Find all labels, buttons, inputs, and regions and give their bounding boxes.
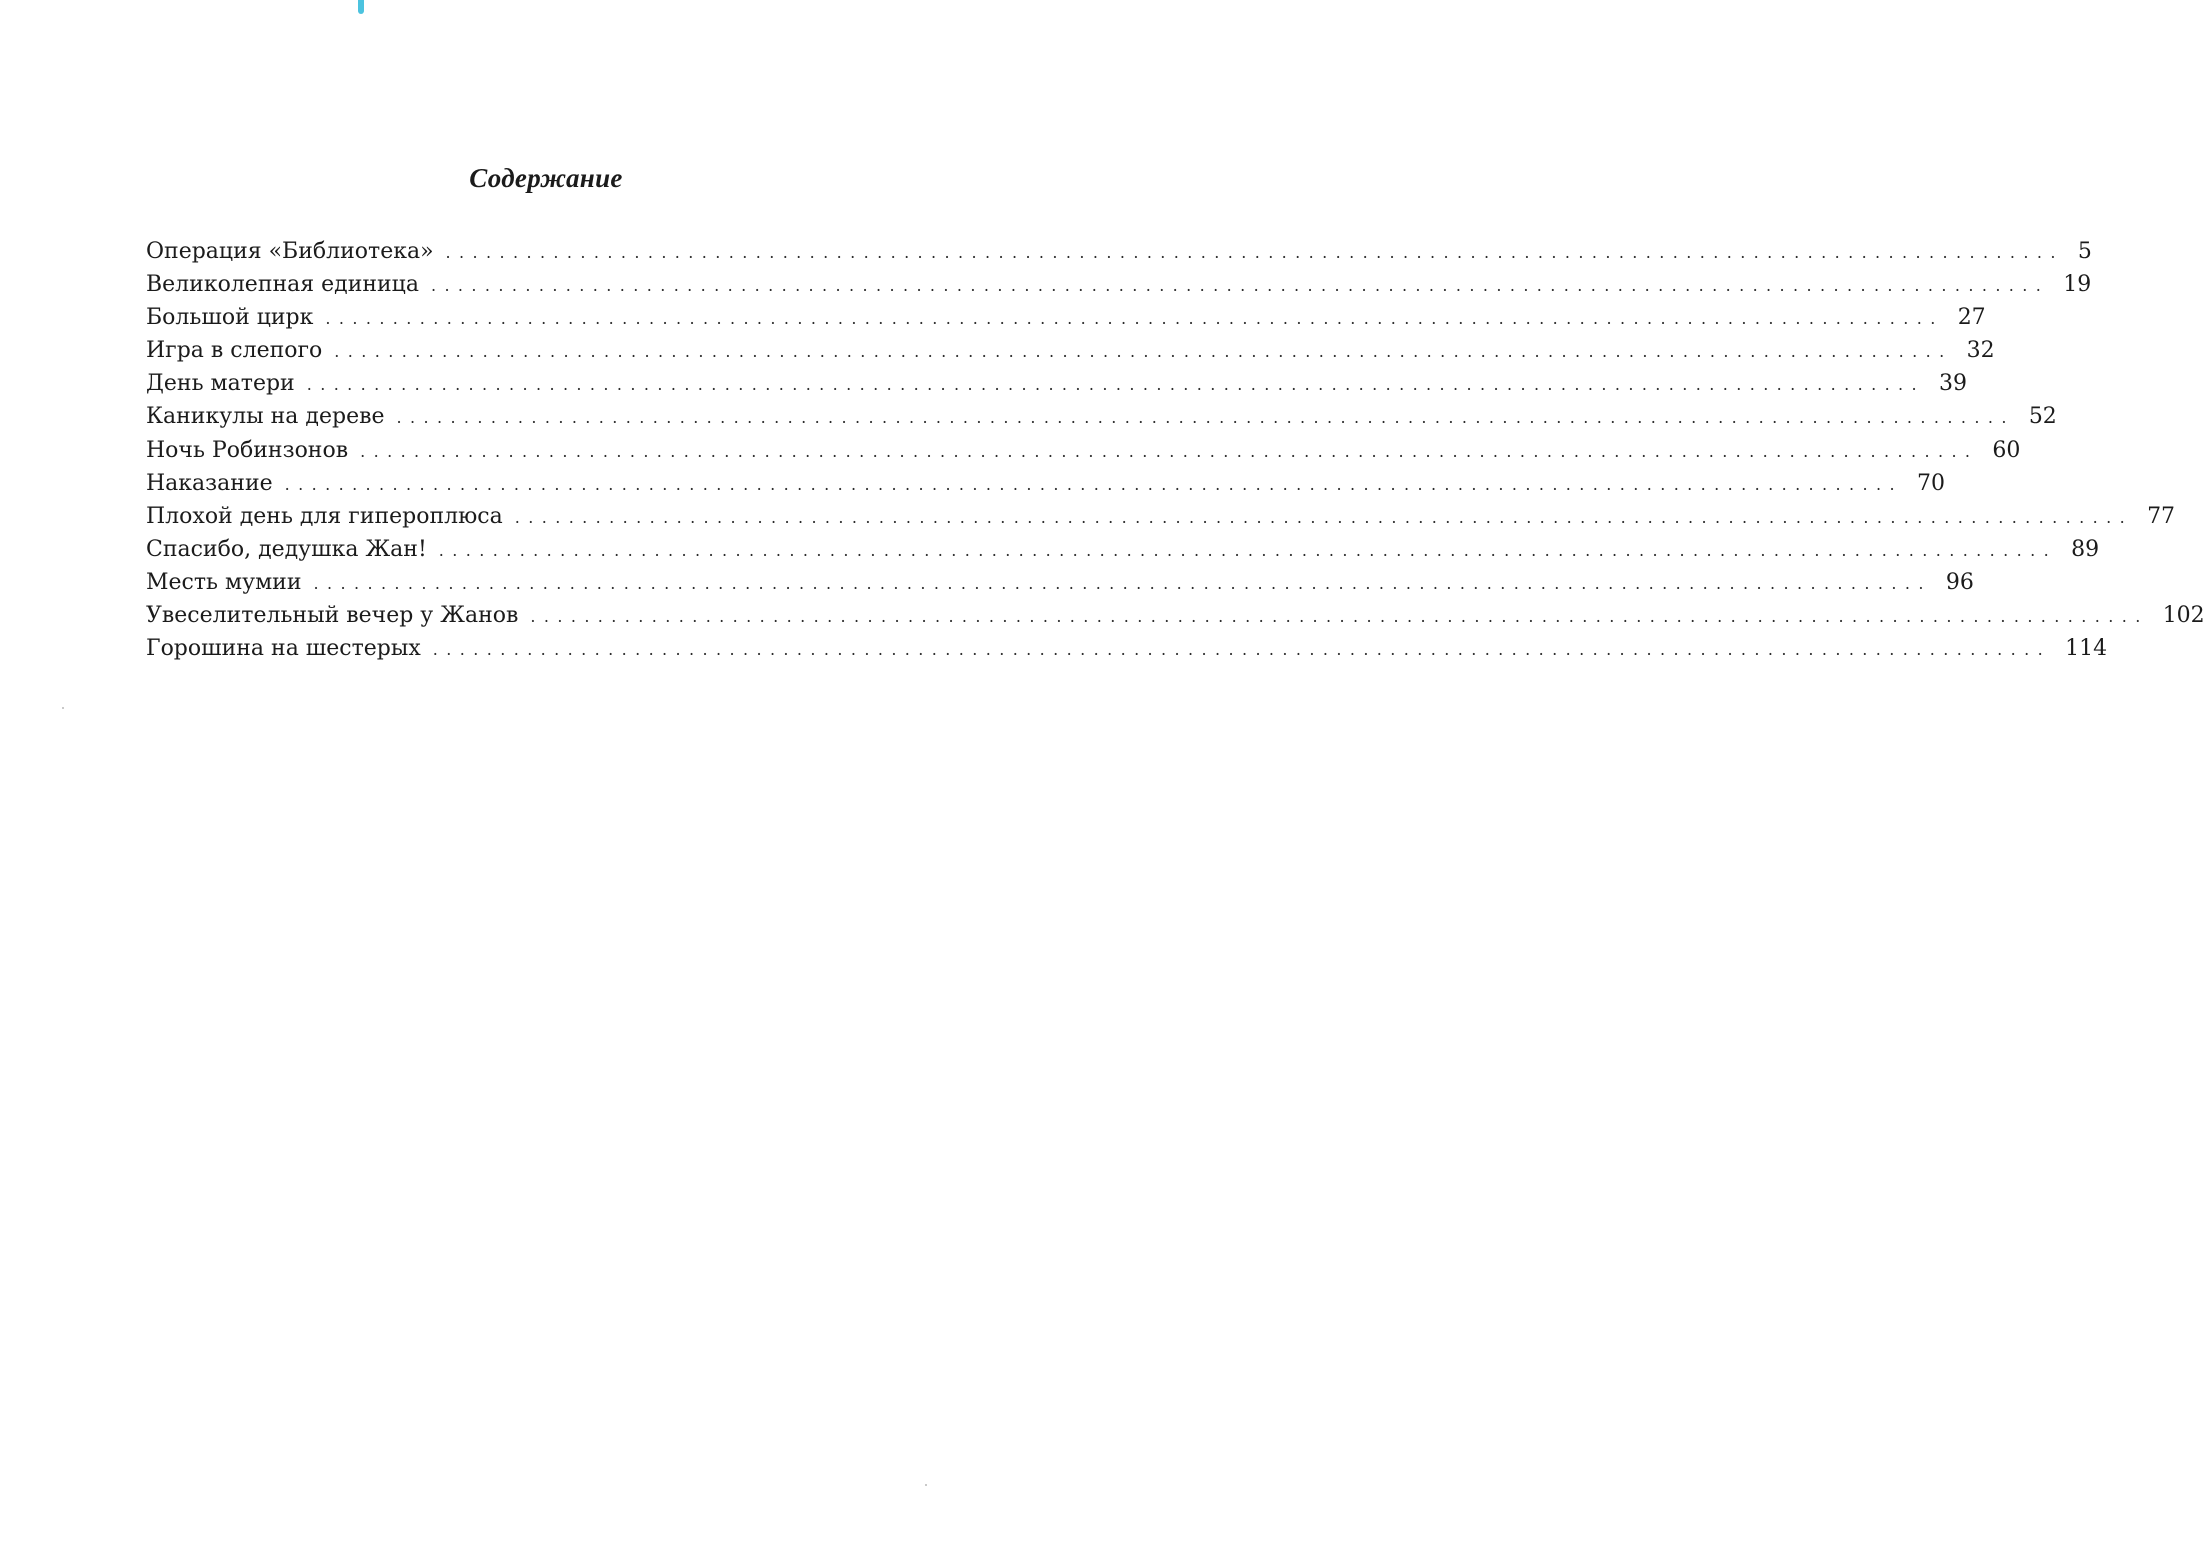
toc-entry[interactable] bbox=[146, 434, 2021, 467]
toc-page-number: 27 bbox=[1957, 305, 1986, 331]
toc-dot-leader: ........................................................................................................................ bbox=[530, 607, 2149, 627]
toc-list bbox=[146, 235, 2205, 665]
toc-entry[interactable] bbox=[146, 400, 2057, 433]
toc-dot-leader: ........................................................................................................................ bbox=[514, 507, 2134, 527]
toc-chapter-title: Месть мумии bbox=[146, 569, 302, 595]
toc-entry[interactable] bbox=[146, 533, 2100, 566]
toc-dot-leader: ........................................................................................................................ bbox=[313, 573, 1932, 593]
toc-page-number: 60 bbox=[1992, 437, 2021, 463]
toc-chapter-title: Большой цирк bbox=[146, 305, 314, 331]
toc-chapter-title: Увеселительный вечер у Жанов bbox=[146, 603, 519, 629]
toc-page-number: 89 bbox=[2071, 536, 2100, 562]
toc-page-number: 39 bbox=[1939, 371, 1968, 397]
toc-chapter-title: Наказание bbox=[146, 470, 273, 496]
toc-entry[interactable] bbox=[146, 632, 2108, 665]
toc-dot-leader: ........................................................................................................................ bbox=[430, 276, 2050, 296]
toc-entry[interactable] bbox=[146, 566, 1974, 599]
toc-page-number: 114 bbox=[2065, 636, 2108, 662]
toc-dot-leader: ........................................................................................................................ bbox=[432, 640, 2052, 660]
toc-entry[interactable] bbox=[146, 334, 1995, 367]
toc-page-number: 52 bbox=[2028, 404, 2057, 430]
toc-chapter-title: День матери bbox=[146, 371, 295, 397]
toc-entry[interactable] bbox=[146, 367, 1968, 400]
toc-page-number: 5 bbox=[2077, 239, 2092, 264]
toc-chapter-title: Игра в слепого bbox=[146, 338, 323, 364]
toc-entry[interactable] bbox=[146, 235, 2092, 268]
toc-title: Содержание bbox=[469, 163, 623, 193]
scan-speck bbox=[62, 707, 64, 709]
toc-page-number: 96 bbox=[1945, 569, 1974, 595]
toc-dot-leader: ........................................................................................................................ bbox=[445, 243, 2064, 262]
toc-chapter-title: Каникулы на дереве bbox=[146, 404, 385, 430]
toc-dot-leader: ........................................................................................................................ bbox=[334, 342, 1953, 362]
toc-chapter-title: Операция «Библиотека» bbox=[146, 239, 434, 264]
toc-entry[interactable] bbox=[146, 467, 1945, 500]
scan-artifact-mark bbox=[358, 0, 364, 14]
toc-chapter-title: Плохой день для гипероплюса bbox=[146, 503, 503, 529]
scan-speck bbox=[925, 1484, 927, 1486]
toc-page-number: 19 bbox=[2063, 272, 2092, 298]
toc-page-number: 102 bbox=[2162, 603, 2205, 629]
toc-page-number: 32 bbox=[1966, 338, 1995, 364]
toc-page-number: 70 bbox=[1916, 470, 1945, 496]
toc-dot-leader: ........................................................................................................................ bbox=[396, 408, 2015, 428]
toc-chapter-title: Горошина на шестерых bbox=[146, 636, 421, 662]
toc-chapter-title: Спасибо, дедушка Жан! bbox=[146, 536, 427, 562]
toc-chapter-title: Великолепная единица bbox=[146, 272, 419, 298]
toc-page-number: 77 bbox=[2147, 503, 2176, 529]
toc-dot-leader: ........................................................................................................................ bbox=[284, 474, 1903, 494]
toc-entry[interactable] bbox=[146, 599, 2205, 632]
toc-dot-leader: ........................................................................................................................ bbox=[325, 309, 1944, 329]
toc-entry[interactable] bbox=[146, 301, 1986, 334]
toc-entry[interactable] bbox=[146, 268, 2092, 301]
toc-dot-leader: ........................................................................................................................ bbox=[306, 375, 1926, 395]
toc-dot-leader: ........................................................................................................................ bbox=[360, 441, 1979, 461]
toc-dot-leader: ........................................................................................................................ bbox=[438, 540, 2058, 560]
toc-chapter-title: Ночь Робинзонов bbox=[146, 437, 349, 463]
toc-entry[interactable] bbox=[146, 500, 2176, 533]
